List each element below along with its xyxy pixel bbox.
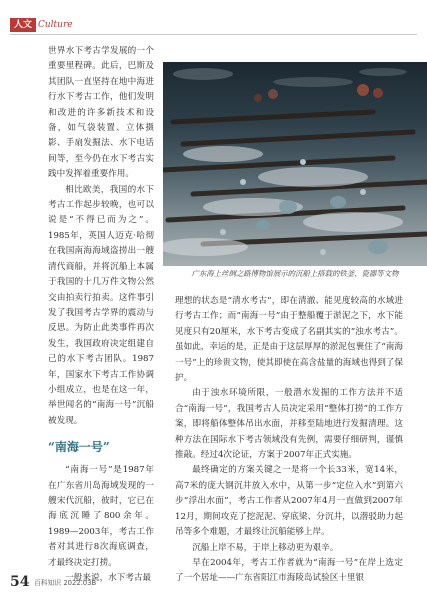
section-paragraph-2: 一般来说，水下考古最	[65, 573, 152, 583]
section-tag: 人文	[10, 18, 36, 32]
section-paragraph-1: “南海一号”是1987年在广东省川岛海域发现的一艘宋代沉船，彼时，它已在海底沉睡了800余年。1989—2003年，考古工作者对其进行8次海底调查，才最终决定打捞。	[48, 465, 154, 568]
shipwreck-photo	[163, 62, 427, 266]
left-paragraph-1: 世界水下考古学发展的一个重要里程碑。此后，巴斯及其团队一直坚持在地中海进行水下考古工作，他们发明和改进的许多新技术和设备，如气袋装置、立体摄影、手扇发掘法、水下电话间等，至今仍在水下考古实践中发挥着重要作用。	[48, 46, 154, 180]
section-subtitle: Culture	[38, 20, 73, 30]
left-paragraph-2: 相比欧美，我国的水下考古工作起步较晚，也可以说是“不得已而为之”。1985年，英国人迈克·哈彻在我国南海海域盗捞出一艘清代商船，并将沉船上本属于我国的十几万件文物公然交由拍卖行拍卖。这件事引发了我国考古学界的震动与反思。为防止此类事件再次发生，我国政府决定组建自己的水下考古团队。1987年，国家水下考古工作协调小组成立，也是在这一年，举世闻名的“南海一号”沉船被发现。	[48, 184, 154, 426]
right-paragraph-1: 理想的状态是“清水考古”，即在清澈、能见度较高的水域进行考古工作；而“南海一号”由于整船覆于淤泥之下，水下能见度只有20厘米，水下考古变成了名副其实的“浊水考古”。虽如此，幸运的是，正是由于这层厚厚的淤泥包裹住了“南海一号”上的珍贵文物，使其即使在高含盐量的海域也得到了保护。	[175, 296, 403, 384]
right-paragraph-2: 由于浊水环境所限，一般潜水发掘的工作方法并不适合“南海一号”，我国考古人员决定采用“整体打捞”的工作方案，即将船体整体吊出水面，并移至陆地进行发掘清理。这种方法在国际水下考古领域没有先例，需要仔细研判，谨慎推敲。经过4次论证，方案于2007年正式实施。	[175, 388, 403, 461]
publication-info: 百科知识 2022.03B	[34, 579, 97, 587]
right-paragraph-5: 早在2004年，考古工作者就为“南海一号”在岸上选定了一个居址——广东省阳江市海陵岛试验区十里银	[175, 557, 403, 584]
page-header	[0, 0, 427, 40]
right-paragraph-3: 最终确定的方案关键之一是将一个长33米，宽14米，高7米的庞大钢沉井放入水中，从第一步“定位入水”到第六步“浮出水面”，考古工作者从2007年4月一直做到2007年12月，期间攻克了挖泥泥、穿底梁、分沉井，以潜驳助力起吊等多个难题，才最终让沉船能够上岸。	[175, 465, 403, 538]
section-heading: “南海一号”	[48, 440, 110, 455]
figure-caption: 广东海上丝绸之路博物馆展示的沉船上搭载的铁釜、瓷器等文物	[191, 269, 399, 278]
shipwreck-photo-illustration	[163, 62, 427, 266]
page-number: 54	[10, 574, 30, 590]
left-column	[48, 44, 154, 586]
right-paragraph-4: 沉船上岸不易，于岸上移动更为艰辛。	[192, 542, 339, 553]
right-column	[175, 294, 403, 587]
header-divider	[10, 34, 417, 35]
